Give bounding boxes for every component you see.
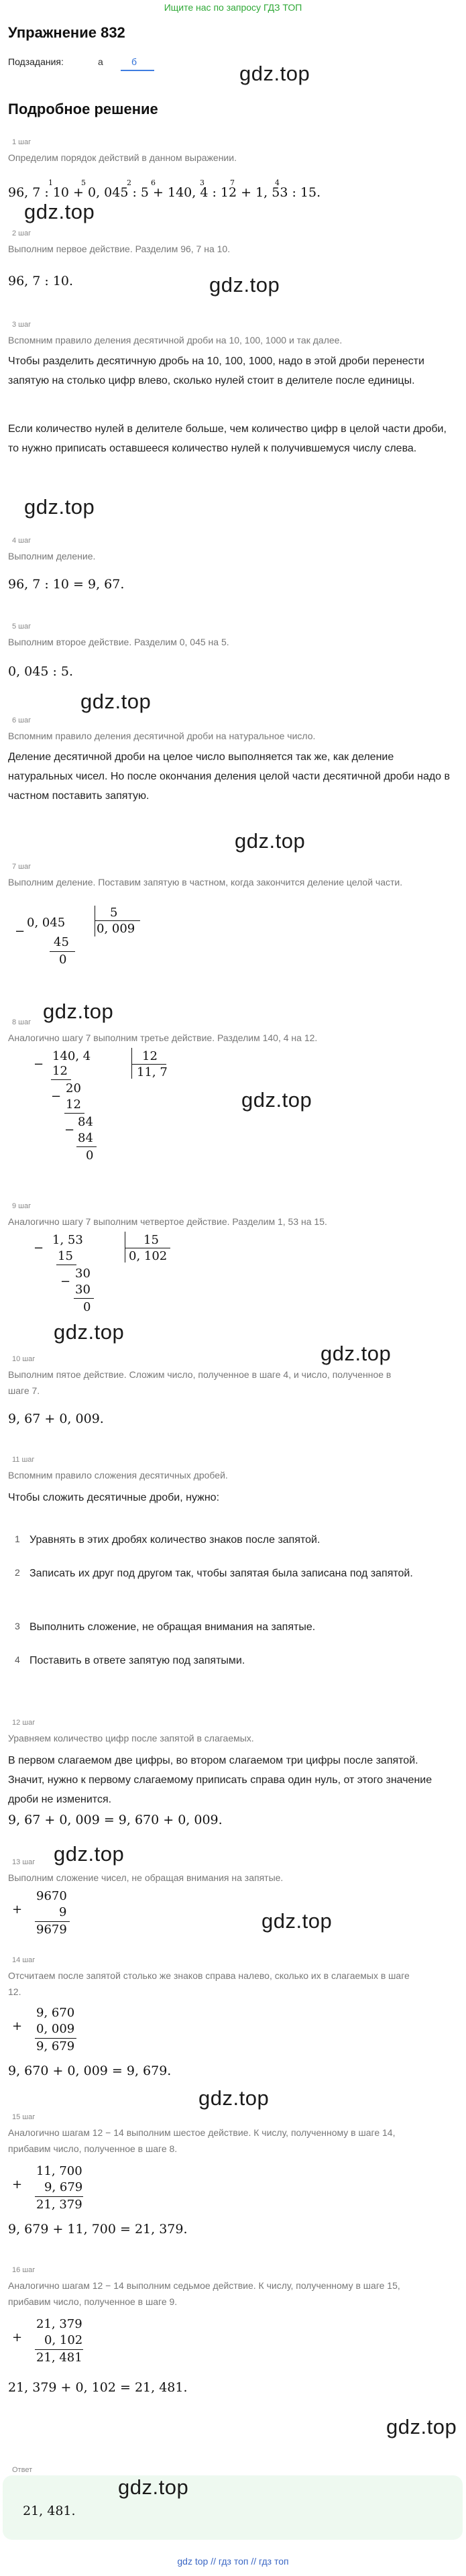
order-marker: 3 — [200, 178, 205, 187]
step-label: 13 шаг — [12, 1858, 36, 1866]
step-math: 9, 679 + 11, 700 = 21, 379. — [8, 2222, 188, 2237]
watermark: gdz.top — [261, 1909, 333, 1933]
watermark: gdz.top — [54, 1320, 125, 1344]
watermark: gdz.top — [43, 1000, 114, 1023]
subtasks-label: Подзадания: — [8, 56, 64, 67]
step-hint: Уравняем количество цифр после запятой в слагаемых. — [8, 1733, 254, 1743]
plus-sign: + — [12, 2330, 23, 2345]
rule-text: Чтобы разделить десятичную дробь на 10, 100, 1000, надо в этой дроби перенести запятую на столько цифр влево, сколько нулей стоит в делителе после единицы. — [8, 356, 424, 386]
dividend: 1, 53 — [52, 1233, 83, 1247]
quotient: 0, 102 — [129, 1249, 168, 1263]
step-label: 3 шаг — [12, 321, 32, 329]
addend: 0, 102 — [44, 2333, 83, 2347]
step-label: 11 шаг — [12, 1456, 35, 1464]
watermark: gdz.top — [198, 2086, 270, 2110]
step-label: 15 шаг — [12, 2113, 36, 2121]
order-marker: 1 — [48, 178, 53, 187]
answer-label: Ответ — [12, 2466, 33, 2474]
step-hint: Аналогично шагам 12 − 14 выполним шестое действие. К числу, полученному в шаге 14, — [8, 2127, 396, 2138]
addend: 9, 670 — [36, 2006, 75, 2020]
top-link[interactable]: Ищите нас по запросу ГДЗ ТОП — [164, 2, 302, 13]
rule-line — [35, 2349, 83, 2350]
quotient: 0, 009 — [97, 922, 135, 936]
list-number: 3 — [15, 1621, 20, 1631]
step-hint: Выполним пятое действие. Сложим число, полученное в шаге 4, и число, полученное в — [8, 1369, 392, 1380]
step-hint: Вспомним правило сложения десятичных дробей. — [8, 1470, 228, 1481]
step-label: 5 шаг — [12, 623, 32, 631]
step-label: 8 шаг — [12, 1018, 32, 1026]
list-number: 1 — [15, 1534, 20, 1544]
step-math: 96, 7 : 10 + 0, 045 : 5 + 140, 4 : 12 + 1, 53 : 15. — [8, 185, 321, 200]
step-hint: прибавим число, полученное в шаге 8. — [8, 2143, 178, 2154]
plus-sign: + — [12, 2178, 23, 2192]
step-hint: Аналогично шагу 7 выполним третье действие. Разделим 140, 4 на 12. — [8, 1032, 318, 1043]
rule-line — [50, 951, 75, 952]
quotient-line — [131, 1064, 166, 1065]
remainder: 0 — [86, 1148, 94, 1163]
rule-line — [76, 1146, 97, 1147]
dividend: 0, 045 — [27, 916, 66, 930]
minus-sign: − — [51, 1089, 62, 1104]
partial: 30 — [75, 1267, 91, 1281]
subtrahend: 15 — [58, 1249, 73, 1263]
subtask-b-tab[interactable]: б — [131, 56, 137, 67]
remainder: 0 — [83, 1300, 91, 1314]
partial: 20 — [66, 1081, 81, 1095]
minus-sign: − — [60, 1275, 71, 1289]
active-tab-indicator — [121, 70, 154, 71]
minus-sign: − — [34, 1241, 44, 1255]
step-label: 9 шаг — [12, 1202, 32, 1210]
watermark: gdz.top — [24, 200, 95, 223]
divisor: 5 — [110, 906, 118, 920]
watermark: gdz.top — [239, 62, 310, 85]
rule-line — [74, 1298, 94, 1299]
quotient-line — [95, 920, 140, 921]
subtrahend: 12 — [66, 1097, 81, 1112]
list-item: Записать их друг под другом так, чтобы запятая была записана под запятой. — [30, 1568, 413, 1579]
step-hint: Вспомним правило деления десятичной дроби на 10, 100, 1000 и так далее. — [8, 335, 343, 345]
step-math: 9, 670 + 0, 009 = 9, 679. — [8, 2063, 172, 2078]
step-hint: Выполним сложение чисел, не обращая внимания на запятые. — [8, 1872, 284, 1883]
watermark: gdz.top — [241, 1088, 312, 1112]
section-title: Подробное решение — [8, 101, 158, 117]
step-hint: Выполним второе действие. Разделим 0, 045 на 5. — [8, 637, 229, 647]
step-hint: Выполним деление. Поставим запятую в частном, когда закончится деление целой части. — [8, 877, 403, 888]
step-math: 96, 7 : 10. — [8, 274, 74, 288]
rule-line — [51, 1079, 71, 1080]
footer-links[interactable]: gdz top // гдз топ // гдз топ — [177, 2556, 289, 2567]
plus-sign: + — [12, 1902, 23, 1917]
addend: 21, 379 — [36, 2317, 82, 2331]
minus-sign: − — [64, 1123, 75, 1137]
addend: 0, 009 — [36, 2022, 75, 2036]
minus-sign: − — [34, 1057, 44, 1071]
step-label: 6 шаг — [12, 716, 32, 724]
rule-text: В первом слагаемом две цифры, во втором слагаемом три цифры после запятой. Значит, нужно к первому слагаемому приписать справа один нуль, от этого значение дроби не изменится. — [8, 1755, 432, 1805]
rule-line — [64, 1113, 84, 1114]
divisor: 12 — [142, 1049, 158, 1063]
step-math: 21, 379 + 0, 102 = 21, 481. — [8, 2380, 188, 2395]
watermark: gdz.top — [24, 495, 95, 519]
watermark: gdz.top — [80, 690, 152, 713]
list-number: 2 — [15, 1567, 20, 1578]
rule-line — [35, 2196, 83, 2197]
minus-sign: − — [15, 924, 25, 938]
step-hint: Выполним деление. — [8, 551, 96, 561]
step-math: 9, 67 + 0, 009 = 9, 670 + 0, 009. — [8, 1813, 223, 1827]
subtrahend: 12 — [52, 1064, 68, 1078]
step-hint: прибавим число, полученное в шаге 9. — [8, 2296, 178, 2307]
addend: 9, 679 — [44, 2180, 83, 2194]
step-math: 96, 7 : 10 = 9, 67. — [8, 577, 125, 592]
dividend: 140, 4 — [52, 1049, 91, 1063]
remainder: 0 — [59, 953, 67, 967]
step-hint: Отсчитаем после запятой столько же знаков справа налево, сколько их в слагаемых в шаге — [8, 1970, 410, 1981]
division-bar — [131, 1048, 132, 1079]
rule-text: Чтобы сложить десятичные дроби, нужно: — [8, 1492, 220, 1503]
step-label: 7 шаг — [12, 863, 32, 871]
watermark: gdz.top — [118, 2475, 189, 2499]
step-hint: Аналогично шагам 12 − 14 выполним седьмое действие. К числу, полученному в шаге 15, — [8, 2280, 400, 2291]
list-number: 4 — [15, 1654, 20, 1665]
order-marker: 5 — [81, 178, 86, 187]
sum: 9, 679 — [36, 2039, 75, 2053]
list-item: Выполнить сложение, не обращая внимания на запятые. — [30, 1621, 316, 1633]
step-hint: Вспомним правило деления десятичной дроби на натуральное число. — [8, 731, 316, 741]
step-label: 16 шаг — [12, 2266, 36, 2274]
divisor: 15 — [143, 1233, 159, 1247]
addend: 9670 — [36, 1889, 67, 1903]
addend: 11, 700 — [36, 2164, 82, 2178]
plus-sign: + — [12, 2019, 23, 2033]
subtrahend: 30 — [75, 1283, 91, 1297]
subtask-a-tab[interactable]: а — [98, 56, 103, 67]
step-math: 9, 67 + 0, 009. — [8, 1411, 104, 1426]
rule-line — [35, 2038, 76, 2039]
order-marker: 6 — [151, 178, 156, 187]
watermark: gdz.top — [54, 1842, 125, 1866]
sum: 9679 — [36, 1923, 67, 1937]
step-label: 4 шаг — [12, 537, 32, 545]
subtrahend: 45 — [54, 935, 69, 949]
list-item: Уравнять в этих дробях количество знаков после запятой. — [30, 1534, 321, 1546]
step-hint: Аналогично шагу 7 выполним четвертое действие. Разделим 1, 53 на 15. — [8, 1216, 327, 1227]
step-label: 14 шаг — [12, 1956, 36, 1964]
rule-text: Деление десятичной дроби на целое число выполняется так же, как деление натуральных чисел. Но после окончания деления целой части десятичной дроби надо в частном поставить запятую. — [8, 751, 451, 802]
step-hint: 12. — [8, 1986, 21, 1997]
order-marker: 2 — [127, 178, 131, 187]
step-hint: Выполним первое действие. Разделим 96, 7 на 10. — [8, 244, 231, 254]
step-label: 1 шаг — [12, 138, 32, 146]
sum: 21, 481 — [36, 2351, 82, 2365]
sum: 21, 379 — [36, 2198, 82, 2212]
watermark: gdz.top — [386, 2415, 457, 2438]
page-title: Упражнение 832 — [8, 24, 125, 41]
watermark: gdz.top — [235, 829, 306, 853]
watermark: gdz.top — [321, 1342, 392, 1365]
order-marker: 4 — [275, 178, 280, 187]
rule-text: Если количество нулей в делителе больше, чем количество цифр в целой части дроби, то нужно приписать оставшееся количество нулей к получившемуся числу слева. — [8, 423, 447, 454]
partial: 84 — [78, 1115, 93, 1129]
addend: 9 — [59, 1905, 67, 1919]
answer-value: 21, 481. — [23, 2504, 76, 2518]
quotient: 11, 7 — [137, 1065, 168, 1079]
step-label: 2 шаг — [12, 229, 32, 237]
list-item: Поставить в ответе запятую под запятыми. — [30, 1655, 245, 1666]
subtrahend: 84 — [78, 1131, 93, 1145]
watermark: gdz.top — [209, 273, 280, 297]
rule-line — [35, 1921, 70, 1922]
step-math: 0, 045 : 5. — [8, 664, 74, 679]
step-label: 10 шаг — [12, 1355, 36, 1363]
step-hint: шаге 7. — [8, 1385, 40, 1396]
step-label: 12 шаг — [12, 1719, 36, 1727]
step-hint: Определим порядок действий в данном выражении. — [8, 152, 237, 163]
order-marker: 7 — [230, 178, 235, 187]
